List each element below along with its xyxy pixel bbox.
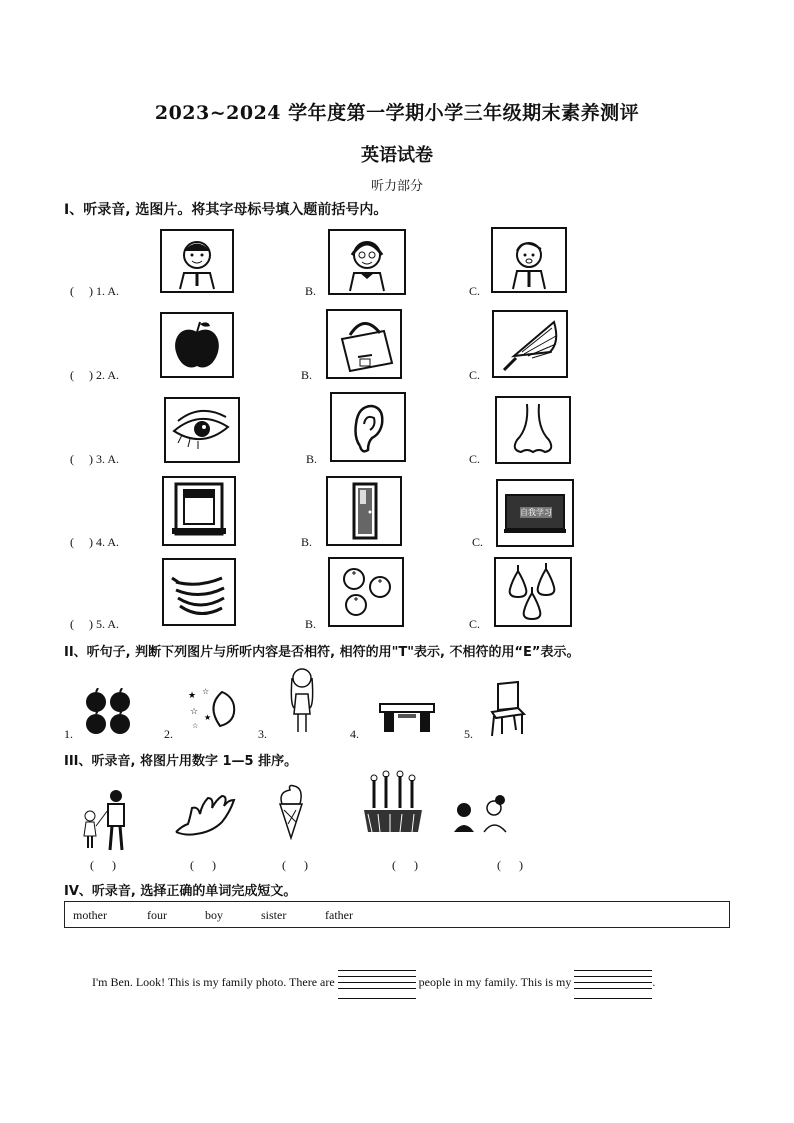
- word-option-3[interactable]: boy: [205, 908, 223, 922]
- passage: [92, 966, 655, 1000]
- s3-blank-2[interactable]: ( ): [190, 858, 216, 872]
- orange-icon: [330, 559, 402, 625]
- ear-icon: [332, 394, 404, 460]
- apple-icon: [162, 314, 232, 376]
- q4-option-b[interactable]: [326, 476, 402, 546]
- blackboard-text: 自我学习: [520, 508, 552, 517]
- q1-option-b[interactable]: [328, 229, 406, 295]
- q1-option-c[interactable]: [491, 227, 567, 293]
- apples-icon: [82, 688, 138, 736]
- q5-b-label: B.: [305, 617, 317, 631]
- q2-b-label: B.: [301, 368, 313, 382]
- s2-num-5: 5.: [464, 727, 473, 741]
- father-child-icon: [76, 786, 136, 852]
- boy-icon: [162, 231, 232, 291]
- passage-text-2: people in my family. This is my: [418, 974, 572, 989]
- q2-prefix: ( ) 2. A.: [70, 368, 119, 382]
- q4-option-c[interactable]: [496, 479, 574, 547]
- q3-b-label: B.: [306, 452, 318, 466]
- svg-text:☆: ☆: [192, 722, 199, 730]
- section-3-heading: III、听录音, 将图片用数字 1—5 排序。: [64, 754, 298, 769]
- q2-c-label: C.: [469, 368, 481, 382]
- q2-option-c[interactable]: [492, 310, 568, 378]
- eye-icon: [166, 399, 238, 461]
- section-4-heading: IV、听录音, 选择正确的单词完成短文。: [64, 884, 297, 899]
- q1-option-a[interactable]: [160, 229, 234, 293]
- q4-b-label: B.: [301, 535, 313, 549]
- passage-blank-1[interactable]: [338, 966, 416, 1000]
- q2-option-a[interactable]: [160, 312, 234, 378]
- q3-option-b[interactable]: [330, 392, 406, 462]
- q5-option-b[interactable]: [328, 557, 404, 627]
- door-icon: [328, 478, 400, 544]
- banana-icon: [164, 560, 234, 624]
- q2-option-b[interactable]: [326, 309, 402, 379]
- window-icon: [164, 478, 234, 544]
- page-subtitle: 英语试卷: [361, 145, 433, 166]
- girl-icon: [330, 231, 404, 293]
- s3-blank-1[interactable]: ( ): [90, 858, 116, 872]
- q4-c-label: C.: [472, 535, 484, 549]
- passage-blank-2[interactable]: [574, 966, 652, 1000]
- s2-num-4: 4.: [350, 727, 359, 741]
- fan-icon: [494, 312, 566, 376]
- svg-text:★: ★: [204, 713, 212, 722]
- s2-num-3: 3.: [258, 727, 267, 741]
- moon-stars-icon: [182, 684, 238, 732]
- section-1-heading: I、听录音, 选图片。将其字母标号填入题前括号内。: [64, 202, 388, 218]
- svg-text:☆: ☆: [190, 707, 199, 717]
- q1-c-label: C.: [469, 284, 481, 298]
- word-option-5[interactable]: father: [325, 908, 353, 922]
- nose-icon: [497, 398, 569, 462]
- s3-blank-3[interactable]: ( ): [282, 858, 308, 872]
- q5-option-c[interactable]: [494, 557, 572, 627]
- cake-candles-icon: [360, 770, 426, 836]
- q3-option-a[interactable]: [164, 397, 240, 463]
- q5-prefix: ( ) 5. A.: [70, 617, 119, 631]
- family-icon: [450, 794, 512, 834]
- pear-icon: [496, 559, 570, 625]
- page-title: 2023~2024 学年度第一学期小学三年级期末素养测评: [154, 102, 640, 124]
- s3-blank-5[interactable]: ( ): [497, 858, 523, 872]
- svg-text:☆: ☆: [202, 687, 210, 696]
- s3-blank-4[interactable]: ( ): [392, 858, 418, 872]
- bag-icon: [328, 311, 400, 377]
- girl-icon: [284, 664, 320, 736]
- boy-icon: [493, 229, 565, 291]
- q4-prefix: ( ) 4. A.: [70, 535, 119, 549]
- s2-num-1: 1.: [64, 727, 73, 741]
- section-2-heading: II、听句子, 判断下列图片与所听内容是否相符, 相符的用"T"表示, 不相符的用“E”表示。: [64, 645, 580, 660]
- word-bank: [64, 901, 730, 928]
- q3-option-c[interactable]: [495, 396, 571, 464]
- q3-c-label: C.: [469, 452, 481, 466]
- svg-text:★: ★: [188, 691, 197, 701]
- passage-text-1: I'm Ben. Look! This is my family photo. There are: [92, 974, 335, 989]
- word-option-4[interactable]: sister: [261, 908, 287, 922]
- chair-icon: [484, 680, 528, 738]
- q5-option-a[interactable]: [162, 558, 236, 626]
- word-option-1[interactable]: mother: [73, 908, 107, 922]
- s2-num-2: 2.: [164, 727, 173, 741]
- part-label: 听力部分: [370, 179, 423, 194]
- q4-option-a[interactable]: [162, 476, 236, 546]
- desk-icon: [376, 700, 438, 734]
- q3-prefix: ( ) 3. A.: [70, 452, 119, 466]
- word-option-2[interactable]: four: [147, 908, 167, 922]
- q1-prefix: ( ) 1. A.: [70, 284, 119, 298]
- q1-b-label: B.: [305, 284, 317, 298]
- ice-cream-icon: [276, 782, 306, 840]
- q5-c-label: C.: [469, 617, 481, 631]
- passage-end: .: [652, 974, 656, 989]
- hand-icon: [172, 792, 238, 842]
